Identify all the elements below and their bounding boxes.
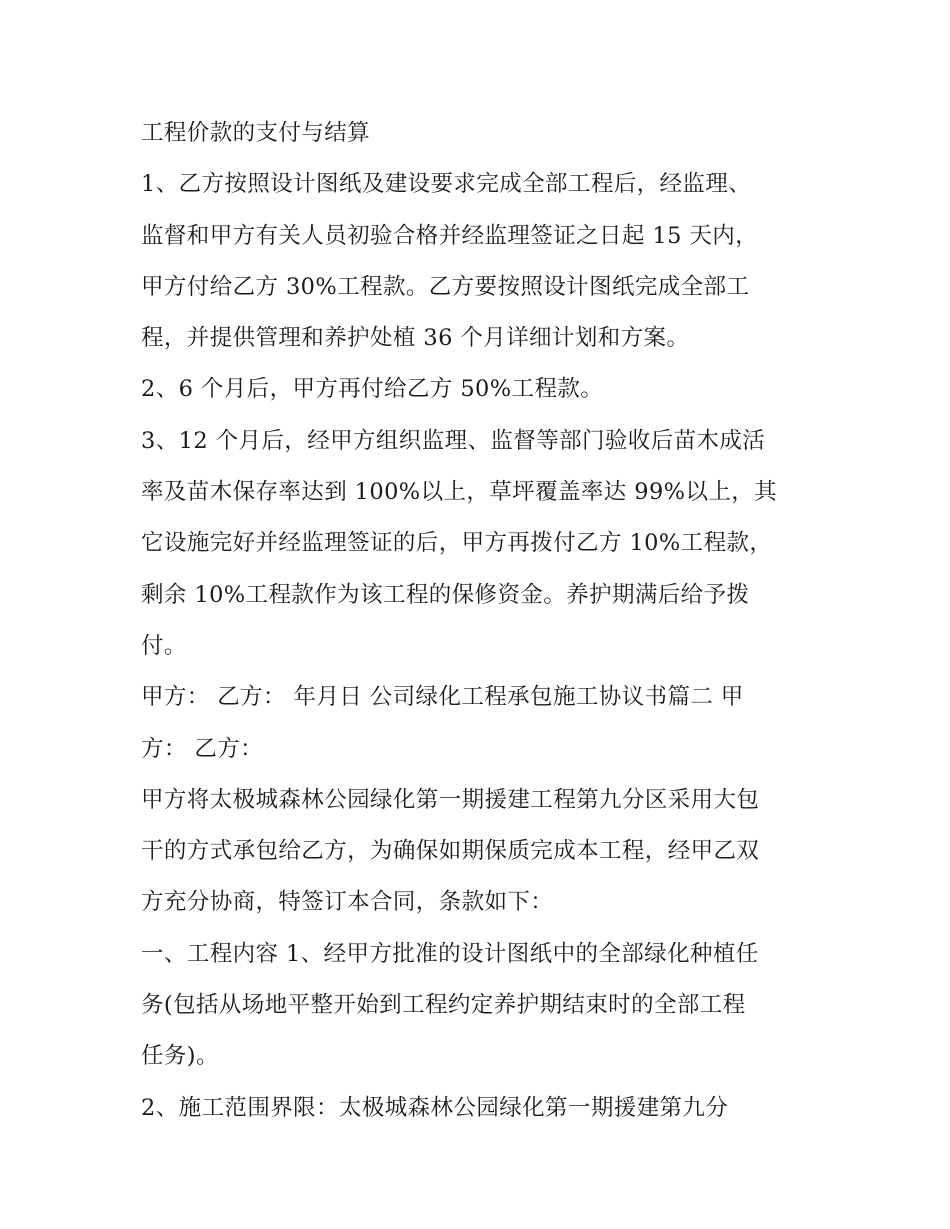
paragraph-line: 2、施工范围界限：太极城森林公园绿化第一期援建第九分 <box>141 1094 729 1121</box>
paragraph-line: 务(包括从场地平整开始到工程约定养护期结束时的全部工程 <box>141 992 746 1019</box>
paragraph-line: 方充分协商，特签订本合同，条款如下： <box>141 889 554 916</box>
paragraph-line: 干的方式承包给乙方，为确保如期保质完成本工程，经甲乙双 <box>141 838 760 865</box>
paragraph-line: 任务)。 <box>141 1043 219 1070</box>
paragraph-line: 1、乙方按照设计图纸及建设要求完成全部工程后，经监理、 <box>141 171 752 198</box>
paragraph-line: 程，并提供管理和养护处植 36 个月详细计划和方案。 <box>141 325 690 352</box>
paragraph-line: 3、12 个月后，经甲方组织监理、监督等部门验收后苗木成活 <box>141 427 766 454</box>
paragraph-line: 甲方将太极城森林公园绿化第一期援建工程第九分区采用大包 <box>141 786 760 813</box>
paragraph-line: 一、工程内容 1、经甲方批准的设计图纸中的全部绿化种植任 <box>141 940 759 967</box>
paragraph-line: 率及苗木保存率达到 100%以上，草坪覆盖率达 99%以上，其 <box>141 479 778 506</box>
paragraph-line: 甲方付给乙方 30%工程款。乙方要按照设计图纸完成全部工 <box>141 273 750 300</box>
paragraph-line: 付。 <box>141 632 187 659</box>
signature-line: 甲方： 乙方： 年月日 公司绿化工程承包施工协议书篇二 甲 <box>141 684 744 711</box>
paragraph-line: 剩余 10%工程款作为该工程的保修资金。养护期满后给予拨 <box>141 581 750 608</box>
signature-line: 方： 乙方： <box>141 735 264 762</box>
paragraph-line: 2、6 个月后，甲方再付给乙方 50%工程款。 <box>141 376 604 403</box>
document-body <box>141 108 821 1134</box>
paragraph-line: 监督和甲方有关人员初验合格并经监理签证之日起 15 天内， <box>141 222 759 249</box>
section-title: 工程价款的支付与结算 <box>141 120 371 146</box>
paragraph-line: 它设施完好并经监理签证的后，甲方再拨付乙方 10%工程款， <box>141 530 773 557</box>
